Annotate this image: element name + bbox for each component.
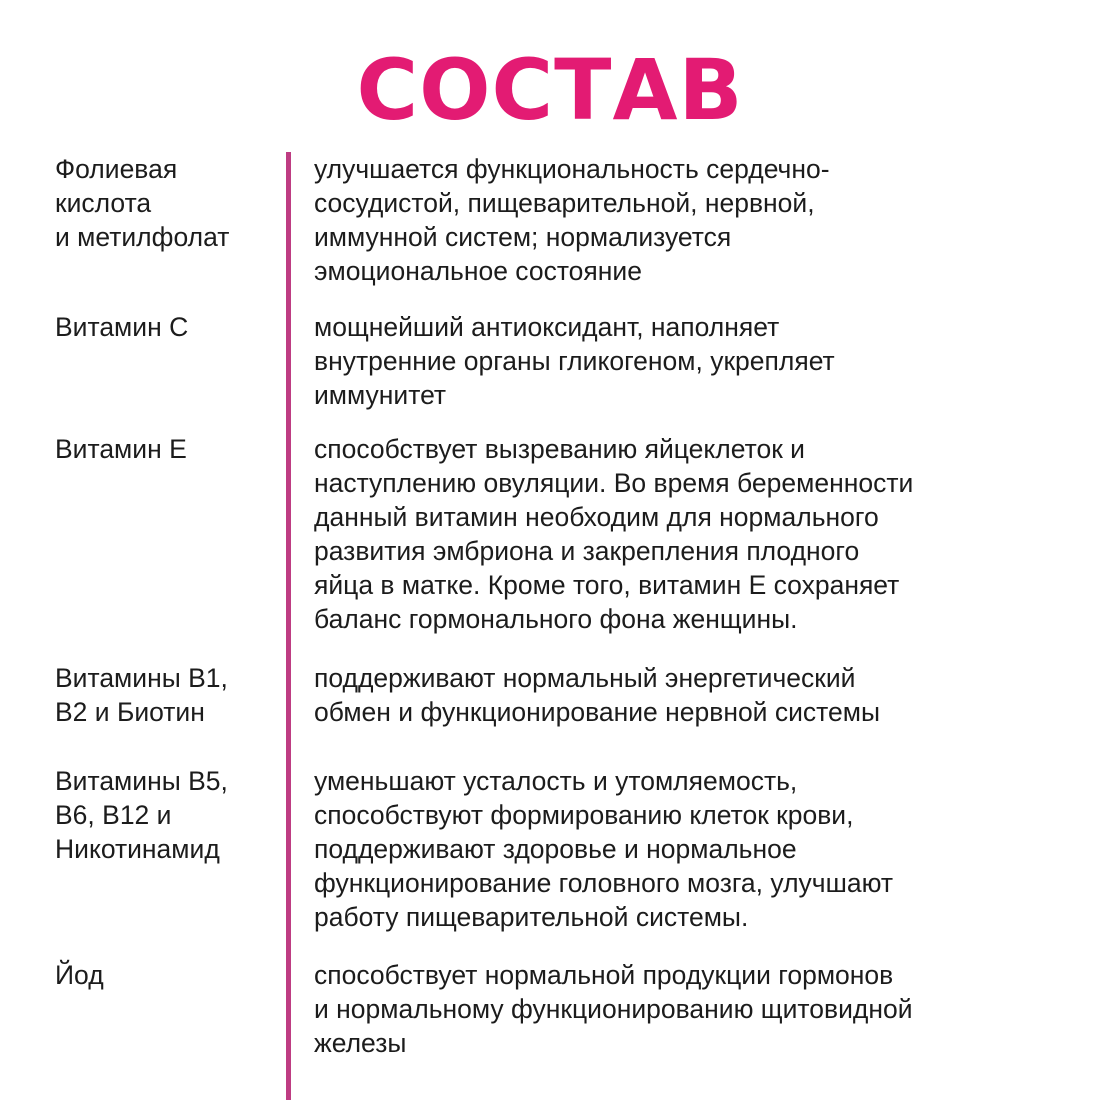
ingredient-description: улучшается функциональность сердечно- сосудистой, пищеварительной, нервной, иммунной систем; нормализуется эмоциональное состояние (314, 154, 830, 286)
vertical-divider (286, 152, 291, 1100)
ingredient-name: Йод (55, 960, 104, 990)
ingredient-description: способствует нормальной продукции гормонов и нормальному функционированию щитовидной железы (314, 960, 913, 1058)
ingredient-name: Витамин Е (55, 434, 187, 464)
page-title: СОСТАВ (356, 41, 744, 139)
ingredient-name: Витамины В5, В6, В12 и Никотинамид (55, 766, 228, 864)
ingredient-name: Витамины В1, В2 и Биотин (55, 663, 228, 727)
ingredient-description: мощнейший антиоксидант, наполняет внутренние органы гликогеном, укрепляет иммунитет (314, 312, 835, 410)
ingredient-name: Витамин С (55, 312, 189, 342)
ingredient-description: поддерживают нормальный энергетический обмен и функционирование нервной системы (314, 663, 880, 727)
ingredient-description: уменьшают усталость и утомляемость, способствуют формированию клеток крови, поддерживают здоровье и нормальное функционирование головного мозга, улучшают работу пищеварительной системы. (314, 766, 894, 932)
ingredient-description: способствует вызреванию яйцеклеток и наступлению овуляции. Во время беременности данный витамин необходим для нормального развития эмбриона и закрепления плодного яйца в матке. Кроме того, витамин Е сохраняет баланс гормонального фона женщины. (314, 434, 914, 634)
ingredient-name: Фолиевая кислота и метилфолат (55, 154, 230, 252)
